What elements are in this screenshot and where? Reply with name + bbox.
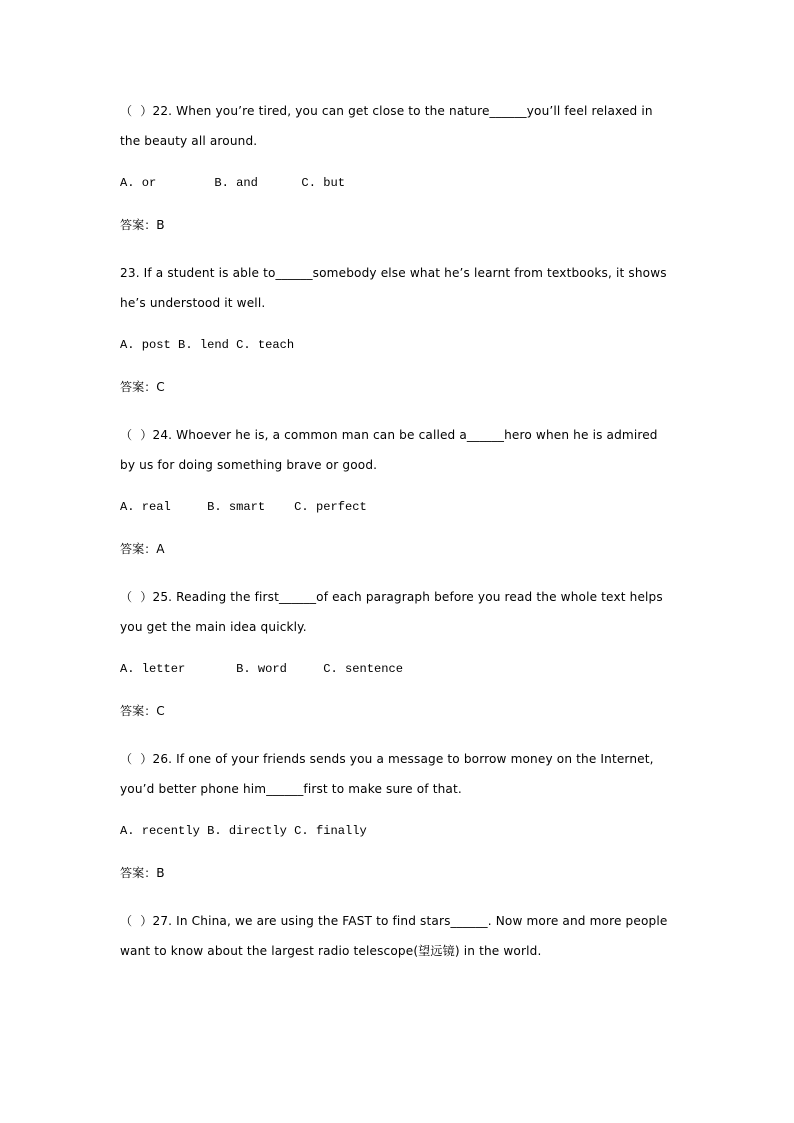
document-body (120, 96, 674, 966)
question-block-25 (120, 582, 674, 726)
question-answer (120, 210, 674, 240)
answer-value: C (156, 704, 165, 718)
question-block-24 (120, 420, 674, 564)
question-answer (120, 858, 674, 888)
question-stem: （ ）27. In China, we are using the FAST to find stars______. Now more and more people want to know about the largest radio telescope(望远镜) in the world. (120, 914, 672, 958)
answer-label: 答案： (120, 380, 157, 394)
question-answer (120, 696, 674, 726)
answer-value: C (156, 380, 165, 394)
question-answer (120, 534, 674, 564)
question-stem: （ ）22. When you’re tired, you can get close to the nature______you’ll feel relaxed in the beauty all around. (120, 104, 657, 148)
question-block-22 (120, 96, 674, 240)
question-options: A. post B. lend C. teach (120, 338, 295, 352)
answer-label: 答案： (120, 218, 157, 232)
question-options: A. real B. smart C. perfect (120, 500, 367, 514)
question-stem: （ ）26. If one of your friends sends you a message to borrow money on the Internet, you’d better phone him______first to make sure of that. (120, 752, 658, 796)
question-block-27 (120, 906, 674, 966)
answer-label: 答案： (120, 866, 157, 880)
answer-value: B (156, 218, 165, 232)
question-options: A. letter B. word C. sentence (120, 662, 404, 676)
answer-label: 答案： (120, 542, 157, 556)
question-options: A. recently B. directly C. finally (120, 824, 367, 838)
answer-value: A (156, 542, 165, 556)
question-stem: （ ）25. Reading the first______of each paragraph before you read the whole text helps you get the main idea quickly. (120, 590, 667, 634)
question-block-23 (120, 258, 674, 402)
question-options: A. or B. and C. but (120, 176, 345, 190)
question-stem: （ ）24. Whoever he is, a common man can be called a______hero when he is admired by us for doing something brave or good. (120, 428, 662, 472)
answer-label: 答案： (120, 704, 157, 718)
answer-value: B (156, 866, 165, 880)
question-block-26 (120, 744, 674, 888)
question-answer (120, 372, 674, 402)
question-stem: 23. If a student is able to______somebody else what he’s learnt from textbooks, it shows he’s understood it well. (120, 266, 671, 310)
